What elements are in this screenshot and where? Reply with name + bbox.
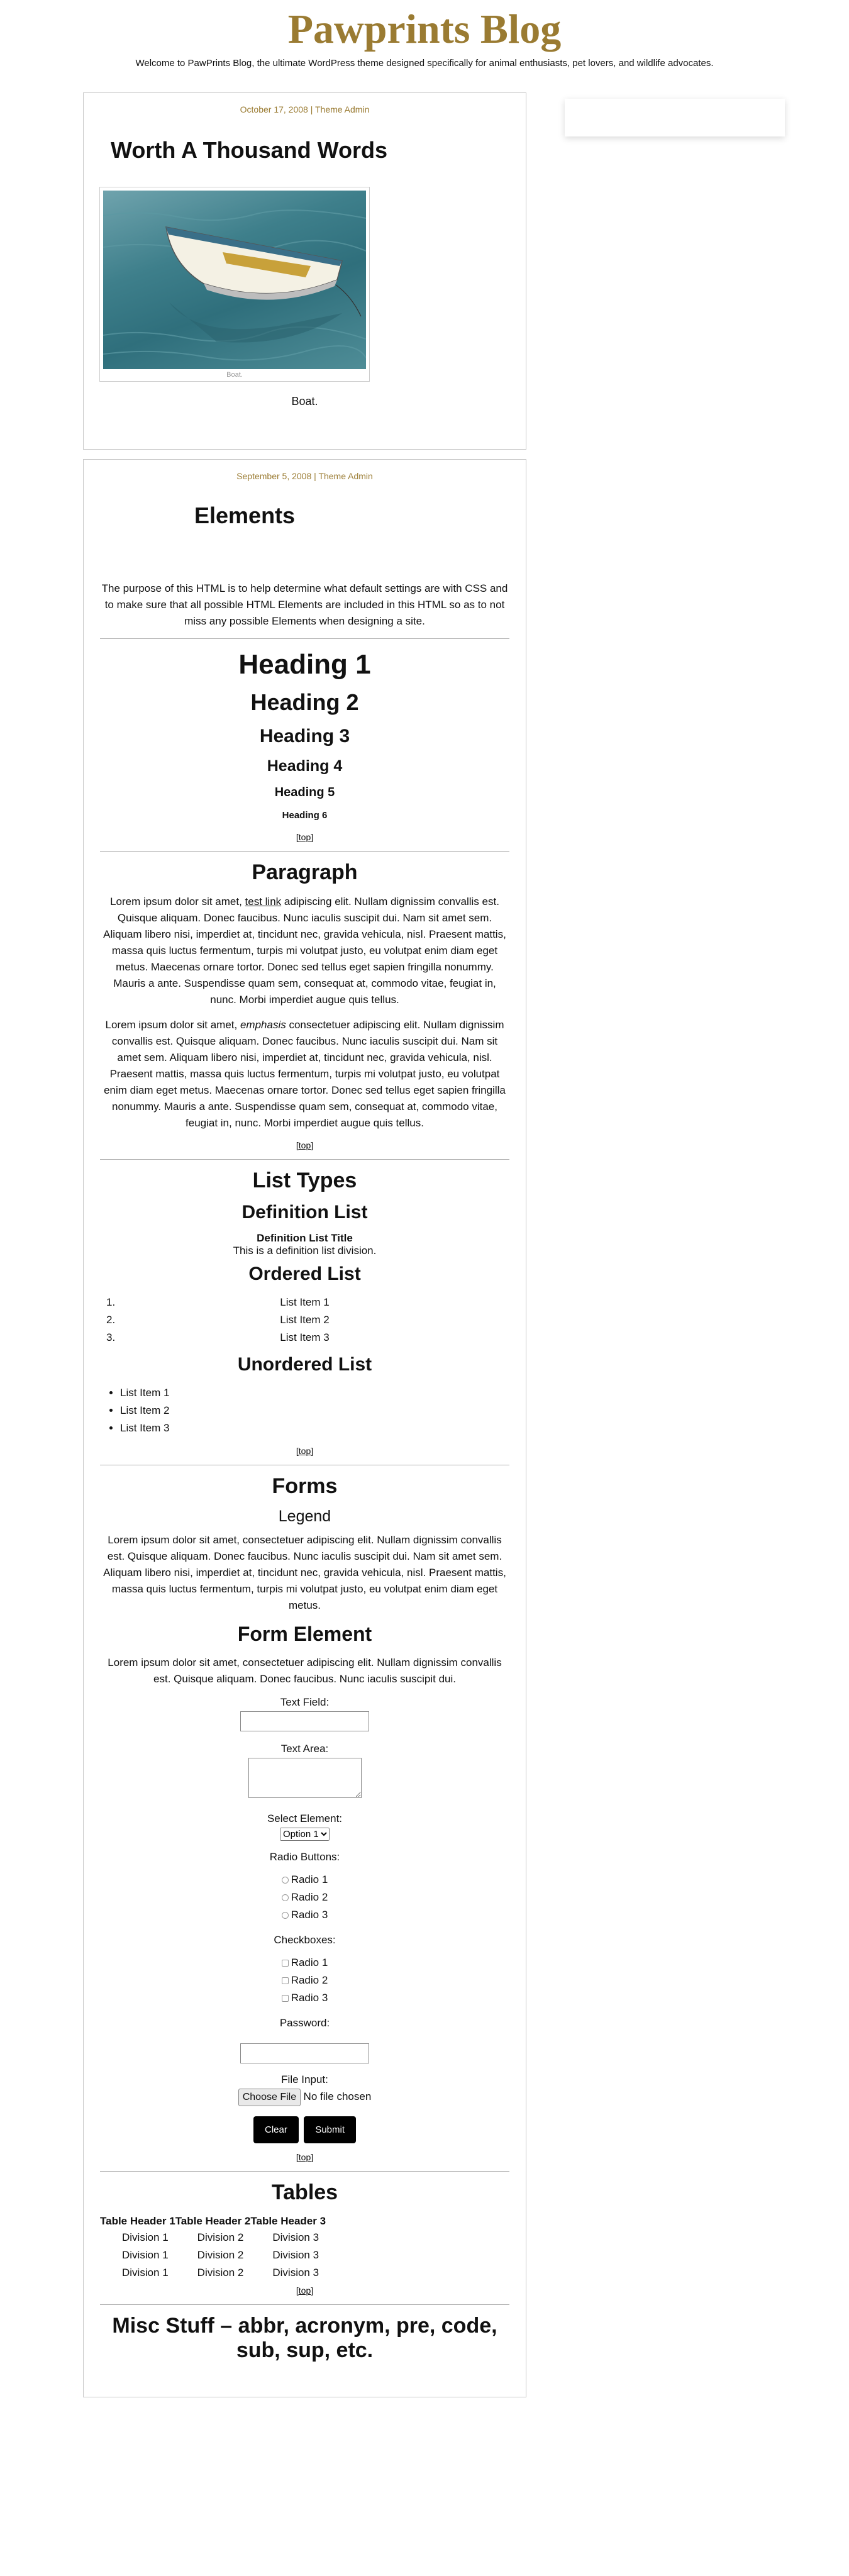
table-header: Table Header 3 (250, 2215, 326, 2227)
content-area (83, 92, 526, 2407)
section-divider (100, 638, 509, 639)
definition-description: This is a definition list division. (233, 1245, 377, 1257)
table-cell: Division 1 (121, 2249, 169, 2261)
file-status: No file chosen (303, 2090, 372, 2102)
table-row (100, 2229, 326, 2246)
clear-button[interactable]: Clear (253, 2116, 299, 2143)
table-cell: Division 3 (272, 2249, 319, 2261)
list-item: • List Item 1 (120, 1384, 509, 1402)
radio-buttons-label: Radio Buttons: (269, 1851, 340, 1863)
top-link[interactable]: [top] (296, 1446, 314, 1456)
paragraph-1: Lorem ipsum dolor sit amet, test link adipiscing elit. Nullam dignissim convallis est. Quisque aliquam. Donec faucibus. Nunc iaculis suscipit dui. Nam sit amet sem. Aliquam libero nisi, imperdiet at, tincidunt nec, gravida vehicula, nisl. Praesent mattis, massa quis luctus fermentum, turpis mi volutpat justo, eu volutpat enim diam eget metus. Maecenas ornare tortor. Donec sed tellus eget sapien fringilla nonummy. Mauris a ante. Suspendisse quam sem, consequat at, commodo vitae, feugiat in, nunc. Morbi imperdiet augue quis tellus. (103, 896, 506, 1006)
table-cell: Division 2 (197, 2231, 244, 2243)
text-area[interactable] (248, 1758, 362, 1798)
radio-option[interactable]: Radio 1 (100, 1871, 509, 1889)
table-cell: Division 3 (272, 2267, 319, 2279)
figure-caption-small: Boat. (226, 371, 243, 379)
headings-section (100, 649, 509, 842)
table-row (100, 2264, 326, 2282)
top-link[interactable]: [top] (296, 1140, 314, 1150)
top-link[interactable]: [top] (296, 2152, 314, 2162)
select-element[interactable] (280, 1828, 330, 1841)
test-link[interactable]: test link (245, 896, 282, 908)
paragraph-2: Lorem ipsum dolor sit amet, emphasis consectetuer adipiscing elit. Nullam dignissim convallis est. Quisque aliquam. Donec faucibus. Nunc iaculis suscipit dui. Nam sit amet sem. Aliquam libero nisi, imperdiet at, tincidunt nec, gravida vehicula, nisl. Praesent mattis, massa quis luctus fermentum, turpis mi volutpat justo, eu volutpat enim diam eget metus. Maecenas ornare tortor. Donec sed tellus eget sapien fringilla nonummy. Mauris a ante. Suspendisse quam sem, consequat at, commodo vitae, feugiat in, nunc. Morbi imperdiet augue quis tellus. (104, 1019, 506, 1129)
post-date-link[interactable]: October 17, 2008 (240, 104, 308, 114)
table-cell: Division 1 (121, 2267, 169, 2279)
heading-5: Heading 5 (274, 786, 335, 799)
ordered-list (100, 1294, 509, 1346)
post-title[interactable]: Elements (194, 502, 296, 528)
tables-section (100, 2180, 509, 2296)
checkbox[interactable] (282, 1995, 289, 2002)
section-title: Misc Stuff – abbr, acronym, pre, code, sub, sup, etc. (112, 2314, 497, 2362)
post-author-link[interactable]: Theme Admin (314, 104, 370, 114)
list-item: • List Item 2 (120, 1402, 509, 1419)
post-elements (83, 459, 526, 2397)
image-figure (99, 187, 370, 382)
text-field[interactable] (240, 1711, 369, 1731)
radio-button[interactable] (282, 1912, 289, 1919)
section-divider (100, 1159, 509, 1160)
top-link[interactable]: [top] (296, 832, 314, 842)
table-cell: Division 2 (197, 2267, 244, 2279)
definition-term: Definition List Title (257, 1232, 353, 1244)
sidebar-widget (565, 99, 785, 136)
text-area-label: Text Area: (280, 1743, 329, 1755)
data-table (100, 2214, 326, 2282)
legend: Legend (278, 1507, 331, 1525)
password-label: Password: (279, 2017, 330, 2029)
post-title[interactable]: Worth A Thousand Words (111, 137, 387, 163)
forms-section (100, 1474, 509, 2162)
section-divider (100, 2171, 509, 2172)
table-header: Table Header 2 (175, 2215, 251, 2227)
table-cell: Division 2 (197, 2249, 244, 2261)
top-link[interactable]: [top] (296, 2285, 314, 2296)
list-item: 2. List Item 2 (106, 1314, 330, 1326)
post-meta (100, 460, 509, 481)
checkbox[interactable] (282, 1960, 289, 1967)
checkbox-option[interactable]: Radio 1 (100, 1954, 509, 1972)
file-input-label: File Input: (281, 2074, 328, 2085)
checkboxes-label: Checkboxes: (274, 1934, 336, 1946)
heading-2: Heading 2 (250, 689, 359, 715)
section-title: Tables (271, 2180, 338, 2204)
section-divider (100, 2304, 509, 2305)
checkbox-option[interactable]: Radio 2 (100, 1972, 509, 1989)
boat-photo[interactable] (103, 191, 366, 369)
figure-caption: Boat. (291, 395, 318, 408)
post-worth-a-thousand-words (83, 92, 526, 450)
table-header: Table Header 1 (100, 2215, 175, 2227)
heading-6: Heading 6 (282, 810, 328, 821)
legend-paragraph: Lorem ipsum dolor sit amet, consectetuer adipiscing elit. Nullam dignissim convallis est. Quisque aliquam. Donec faucibus. Nunc iaculis suscipit dui. Nam sit amet sem. Aliquam libero nisi, imperdiet at, tincidunt nec, gravida vehicula, nisl. Praesent mattis, massa quis luctus fermentum, turpis mi volutpat justo, eu volutpat enim diam eget metus. (103, 1534, 506, 1611)
table-cell: Division 3 (272, 2231, 319, 2243)
form-element-title: Form Element (237, 1623, 372, 1645)
post-author-link[interactable]: Theme Admin (318, 471, 373, 481)
meta-separator: | (314, 471, 316, 481)
post-date-link[interactable]: September 5, 2008 (236, 471, 312, 481)
password-field[interactable] (240, 2043, 369, 2063)
submit-button[interactable]: Submit (304, 2116, 356, 2143)
misc-section (100, 2314, 509, 2363)
form-element-paragraph: Lorem ipsum dolor sit amet, consectetuer adipiscing elit. Nullam dignissim convallis est. Quisque aliquam. Donec faucibus. Nunc iaculis suscipit dui. (108, 1657, 502, 1685)
list-item: 3. List Item 3 (106, 1331, 330, 1343)
file-input[interactable] (100, 2089, 509, 2106)
text-field-label: Text Field: (280, 1696, 330, 1708)
meta-separator: | (310, 104, 313, 114)
radio-button[interactable] (282, 1877, 289, 1884)
select-label: Select Element: (267, 1813, 343, 1824)
checkbox-option[interactable]: Radio 3 (100, 1989, 509, 2007)
definition-list-title: Definition List (241, 1202, 368, 1223)
site-header (0, 0, 849, 69)
list-item: • List Item 3 (120, 1419, 509, 1437)
lists-section (100, 1169, 509, 1456)
ordered-list-title: Ordered List (248, 1263, 361, 1284)
radio-button[interactable] (282, 1894, 289, 1901)
section-title: Forms (272, 1474, 338, 1498)
heading-1: Heading 1 (238, 649, 371, 680)
radio-option[interactable]: Radio 3 (100, 1906, 509, 1924)
checkbox[interactable] (282, 1977, 289, 1984)
table-row (100, 2246, 326, 2264)
heading-4: Heading 4 (267, 757, 343, 775)
emphasis-text: emphasis (240, 1019, 286, 1031)
post-meta (100, 93, 509, 114)
section-title: List Types (252, 1169, 357, 1192)
unordered-list (100, 1384, 509, 1437)
section-title: Paragraph (252, 860, 358, 884)
table-cell: Division 1 (121, 2231, 169, 2243)
radio-option[interactable]: Radio 2 (100, 1889, 509, 1906)
heading-3: Heading 3 (259, 726, 350, 747)
site-title[interactable]: Pawprints Blog (287, 6, 562, 52)
unordered-list-title: Unordered List (237, 1354, 372, 1375)
section-divider (100, 851, 509, 852)
choose-file-button[interactable]: Choose File (238, 2089, 301, 2106)
paragraph-section (100, 860, 509, 1150)
site-description: Welcome to PawPrints Blog, the ultimate WordPress theme designed specifically for animal enthusiasts, pet lovers, and wildlife advocates. (135, 58, 714, 69)
list-item: 1. List Item 1 (106, 1296, 330, 1308)
intro-paragraph: The purpose of this HTML is to help determine what default settings are with CSS and to make sure that all possible HTML Elements are included in this HTML so as to not miss any possible Elements when designing a site. (101, 582, 508, 627)
